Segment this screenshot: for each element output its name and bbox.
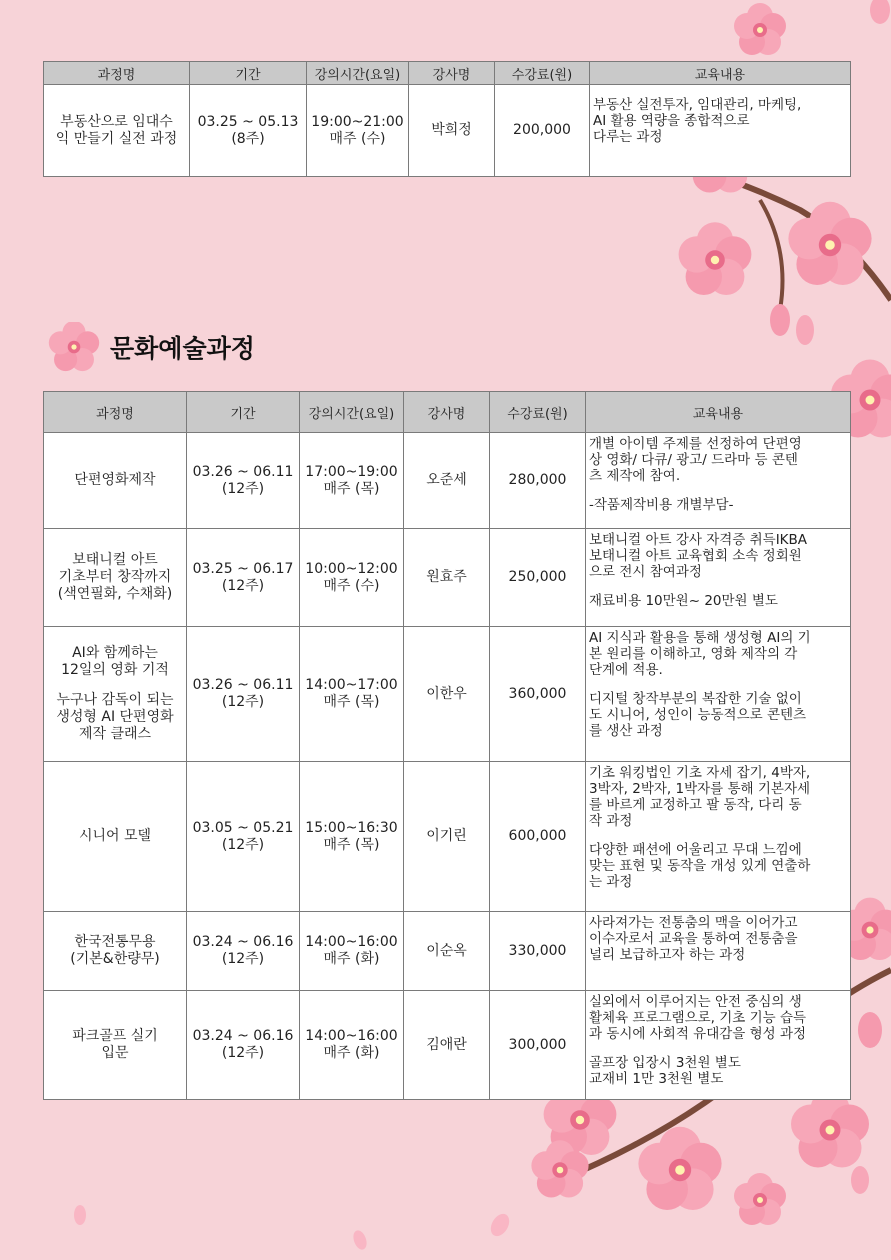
- course-name: 파크골프 실기 입문: [44, 991, 187, 1100]
- course-fee: 250,000: [490, 529, 586, 627]
- course-instructor: 김애란: [404, 991, 490, 1100]
- course-time: 14:00~16:00 매주 (화): [300, 991, 404, 1100]
- course-fee: 330,000: [490, 912, 586, 991]
- course-time: 14:00~16:00 매주 (화): [300, 912, 404, 991]
- course-description: 실외에서 이루어지는 안전 중심의 생 활체육 프로그램으로, 기초 기능 습득 과 동시에 사회적 유대감을 형성 과정 골프장 입장시 3천원 별도 교재비 1만 3천원 별도: [586, 991, 851, 1100]
- header-period: 기간: [190, 62, 307, 85]
- table-row: [44, 85, 851, 177]
- header-description: 교육내용: [590, 62, 851, 85]
- course-fee: 200,000: [495, 85, 590, 177]
- course-period: 03.05 ~ 05.21 (12주): [187, 762, 300, 912]
- course-period: 03.24 ~ 06.16 (12주): [187, 912, 300, 991]
- course-table-culture-art: [43, 391, 851, 1100]
- course-time: 15:00~16:30 매주 (목): [300, 762, 404, 912]
- course-instructor: 이한우: [404, 627, 490, 762]
- course-instructor: 오준세: [404, 433, 490, 529]
- table-row: [44, 627, 851, 762]
- course-name: AI와 함께하는 12일의 영화 기적 누구나 감독이 되는 생성형 AI 단편영화 제작 클래스: [44, 627, 187, 762]
- course-name: 부동산으로 임대수 익 만들기 실전 과정: [44, 85, 190, 177]
- header-description: 교육내용: [586, 392, 851, 433]
- header-course-name: 과정명: [44, 392, 187, 433]
- header-lecture-time: 강의시간(요일): [307, 62, 409, 85]
- cherry-blossom-icon: [44, 322, 104, 372]
- course-description: AI 지식과 활용을 통해 생성형 AI의 기 본 원리를 이해하고, 영화 제작의 각 단계에 적용. 디지털 창작부분의 복잡한 기술 없이 도 시니어, 성인이 능동적으로 콘텐츠 를 생산 과정: [586, 627, 851, 762]
- course-fee: 360,000: [490, 627, 586, 762]
- course-description: 보태니컬 아트 강사 자격증 취득IKBA 보태니컬 아트 교육협회 소속 정회원 으로 전시 참여과정 재료비용 10만원~ 20만원 별도: [586, 529, 851, 627]
- course-fee: 600,000: [490, 762, 586, 912]
- course-period: 03.25 ~ 05.13 (8주): [190, 85, 307, 177]
- course-instructor: 박희정: [409, 85, 495, 177]
- table-row: [44, 762, 851, 912]
- table-row: [44, 912, 851, 991]
- table-row: [44, 529, 851, 627]
- course-fee: 300,000: [490, 991, 586, 1100]
- course-period: 03.24 ~ 06.16 (12주): [187, 991, 300, 1100]
- course-description: 사라져가는 전통춤의 맥을 이어가고 이수자로서 교육을 통하여 전통춤을 널리 보급하고자 하는 과정: [586, 912, 851, 991]
- course-period: 03.25 ~ 06.17 (12주): [187, 529, 300, 627]
- course-time: 17:00~19:00 매주 (목): [300, 433, 404, 529]
- header-fee: 수강료(원): [495, 62, 590, 85]
- header-course-name: 과정명: [44, 62, 190, 85]
- course-name: 보태니컬 아트 기초부터 창작까지 (색연필화, 수채화): [44, 529, 187, 627]
- course-period: 03.26 ~ 06.11 (12주): [187, 627, 300, 762]
- header-instructor: 강사명: [404, 392, 490, 433]
- header-lecture-time: 강의시간(요일): [300, 392, 404, 433]
- course-description: 부동산 실전투자, 임대관리, 마케팅, AI 활용 역량을 종합적으로 다루는 과정: [590, 85, 851, 177]
- course-instructor: 이순옥: [404, 912, 490, 991]
- course-period: 03.26 ~ 06.11 (12주): [187, 433, 300, 529]
- course-name: 단편영화제작: [44, 433, 187, 529]
- table-row: [44, 433, 851, 529]
- course-name: 한국전통무용 (기본&한량무): [44, 912, 187, 991]
- course-instructor: 이기린: [404, 762, 490, 912]
- course-description: 개별 아이템 주제를 선정하여 단편영 상 영화/ 다큐/ 광고/ 드라마 등 콘텐 츠 제작에 참여. -작품제작비용 개별부담-: [586, 433, 851, 529]
- course-description: 기초 워킹법인 기초 자세 잡기, 4박자, 3박자, 2박자, 1박자를 통해 기본자세 를 바르게 교정하고 팔 동작, 다리 동 작 과정 다양한 패션에 어울리고 무대 느낌에 맞는 표현 및 동작을 개성 있게 연출하 는 과정: [586, 762, 851, 912]
- header-instructor: 강사명: [409, 62, 495, 85]
- course-name: 시니어 모델: [44, 762, 187, 912]
- course-time: 14:00~17:00 매주 (목): [300, 627, 404, 762]
- section-title: 문화예술과정: [110, 334, 255, 363]
- table-row: [44, 991, 851, 1100]
- header-fee: 수강료(원): [490, 392, 586, 433]
- course-fee: 280,000: [490, 433, 586, 529]
- course-table-top: [43, 61, 851, 177]
- header-period: 기간: [187, 392, 300, 433]
- course-time: 10:00~12:00 매주 (수): [300, 529, 404, 627]
- course-instructor: 원효주: [404, 529, 490, 627]
- course-time: 19:00~21:00 매주 (수): [307, 85, 409, 177]
